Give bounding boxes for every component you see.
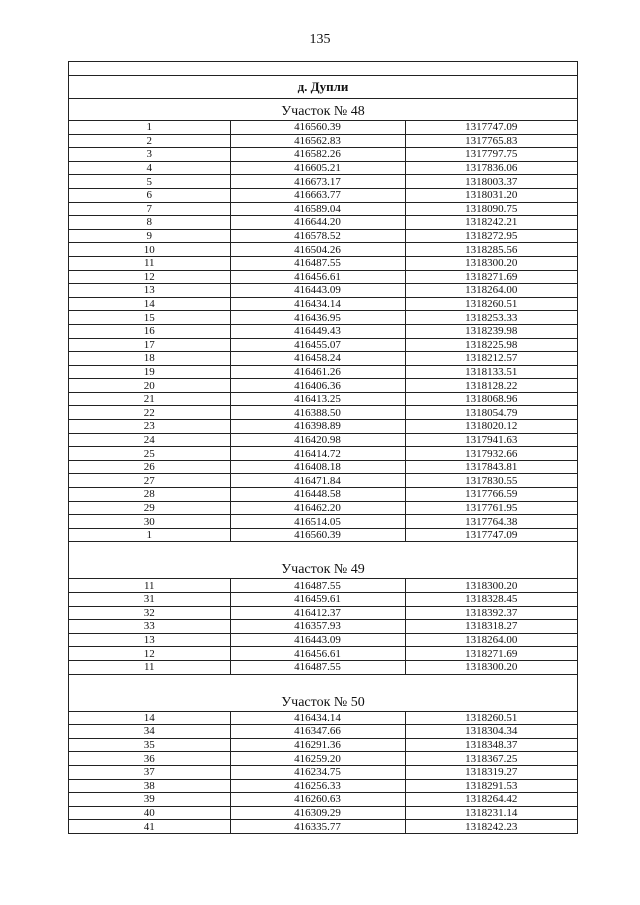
- table-row: [69, 460, 577, 474]
- point-number-cell: 36: [69, 752, 230, 766]
- x-coordinate-cell: 416461.26: [230, 365, 405, 379]
- y-coordinate-cell: 1318264.00: [405, 284, 577, 298]
- table-row: [69, 188, 577, 202]
- y-coordinate-cell: 1318319.27: [405, 765, 577, 779]
- x-coordinate-cell: 416471.84: [230, 474, 405, 488]
- point-number-cell: 23: [69, 420, 230, 434]
- y-coordinate-cell: 1318242.23: [405, 820, 577, 834]
- point-number-cell: 11: [69, 660, 230, 674]
- table-header-row: [69, 62, 577, 76]
- y-coordinate-cell: 1318133.51: [405, 365, 577, 379]
- x-coordinate-cell: 416259.20: [230, 752, 405, 766]
- y-coordinate-cell: 1318242.21: [405, 216, 577, 230]
- y-coordinate-cell: 1318260.51: [405, 711, 577, 725]
- table-row: [69, 216, 577, 230]
- x-coordinate-cell: 416234.75: [230, 765, 405, 779]
- x-coordinate-cell: 416357.93: [230, 620, 405, 634]
- y-coordinate-cell: 1318128.22: [405, 379, 577, 393]
- x-coordinate-cell: 416256.33: [230, 779, 405, 793]
- y-coordinate-cell: 1317747.09: [405, 528, 577, 542]
- x-coordinate-cell: 416406.36: [230, 379, 405, 393]
- x-coordinate-cell: 416260.63: [230, 793, 405, 807]
- x-coordinate-cell: 416459.61: [230, 593, 405, 607]
- point-number-cell: 3: [69, 148, 230, 162]
- table-row: [69, 297, 577, 311]
- y-coordinate-cell: 1318318.27: [405, 620, 577, 634]
- x-coordinate-cell: 416578.52: [230, 229, 405, 243]
- table-row: [69, 447, 577, 461]
- y-coordinate-cell: 1318264.00: [405, 633, 577, 647]
- x-coordinate-cell: 416589.04: [230, 202, 405, 216]
- table-row: [69, 752, 577, 766]
- y-coordinate-cell: 1317843.81: [405, 460, 577, 474]
- x-coordinate-cell: 416420.98: [230, 433, 405, 447]
- coordinates-table: [69, 120, 577, 542]
- table-row: [69, 433, 577, 447]
- x-coordinate-cell: 416455.07: [230, 338, 405, 352]
- y-coordinate-cell: 1317765.83: [405, 134, 577, 148]
- point-number-cell: 28: [69, 488, 230, 502]
- x-coordinate-cell: 416443.09: [230, 284, 405, 298]
- point-number-cell: 7: [69, 202, 230, 216]
- point-number-cell: 40: [69, 806, 230, 820]
- table-row: [69, 606, 577, 620]
- point-number-cell: 12: [69, 270, 230, 284]
- point-number-cell: 31: [69, 593, 230, 607]
- x-coordinate-cell: 416562.83: [230, 134, 405, 148]
- table-row: [69, 243, 577, 257]
- point-number-cell: 20: [69, 379, 230, 393]
- table-row: [69, 725, 577, 739]
- point-number-cell: 10: [69, 243, 230, 257]
- point-number-cell: 1: [69, 121, 230, 135]
- y-coordinate-cell: 1317764.38: [405, 515, 577, 529]
- section-title: Участок № 48: [281, 104, 365, 119]
- point-number-cell: 21: [69, 392, 230, 406]
- y-coordinate-cell: 1318239.98: [405, 324, 577, 338]
- y-coordinate-cell: 1318231.14: [405, 806, 577, 820]
- table-row: [69, 134, 577, 148]
- y-coordinate-cell: 1318090.75: [405, 202, 577, 216]
- table-row: [69, 793, 577, 807]
- table-row: [69, 579, 577, 593]
- x-coordinate-cell: 416487.55: [230, 579, 405, 593]
- point-number-cell: 35: [69, 738, 230, 752]
- table-row: [69, 820, 577, 834]
- table-row: [69, 175, 577, 189]
- y-coordinate-cell: 1318020.12: [405, 420, 577, 434]
- x-coordinate-cell: 416388.50: [230, 406, 405, 420]
- x-coordinate-cell: 416487.55: [230, 660, 405, 674]
- point-number-cell: 22: [69, 406, 230, 420]
- y-coordinate-cell: 1317836.06: [405, 161, 577, 175]
- point-number-cell: 16: [69, 324, 230, 338]
- point-number-cell: 14: [69, 297, 230, 311]
- point-number-cell: 2: [69, 134, 230, 148]
- x-coordinate-cell: 416309.29: [230, 806, 405, 820]
- table-row: [69, 338, 577, 352]
- table-row: [69, 806, 577, 820]
- section-title: Участок № 50: [281, 694, 365, 710]
- x-coordinate-cell: 416449.43: [230, 324, 405, 338]
- x-coordinate-cell: 416408.18: [230, 460, 405, 474]
- table-row: [69, 284, 577, 298]
- table-row: [69, 420, 577, 434]
- y-coordinate-cell: 1318291.53: [405, 779, 577, 793]
- x-coordinate-cell: 416458.24: [230, 352, 405, 366]
- y-coordinate-cell: 1318068.96: [405, 392, 577, 406]
- y-coordinate-cell: 1318054.79: [405, 406, 577, 420]
- table-row: [69, 392, 577, 406]
- point-number-cell: 13: [69, 284, 230, 298]
- table-row: [69, 633, 577, 647]
- x-coordinate-cell: 416412.37: [230, 606, 405, 620]
- x-coordinate-cell: 416514.05: [230, 515, 405, 529]
- x-coordinate-cell: 416347.66: [230, 725, 405, 739]
- x-coordinate-cell: 416605.21: [230, 161, 405, 175]
- table-row: [69, 270, 577, 284]
- y-coordinate-cell: 1317797.75: [405, 148, 577, 162]
- point-number-cell: 13: [69, 633, 230, 647]
- table-row: [69, 593, 577, 607]
- point-number-cell: 11: [69, 579, 230, 593]
- y-coordinate-cell: 1318003.37: [405, 175, 577, 189]
- y-coordinate-cell: 1317941.63: [405, 433, 577, 447]
- y-coordinate-cell: 1317830.55: [405, 474, 577, 488]
- y-coordinate-cell: 1317747.09: [405, 121, 577, 135]
- table-row: [69, 501, 577, 515]
- village-title: д. Дупли: [69, 76, 577, 99]
- point-number-cell: 25: [69, 447, 230, 461]
- point-number-cell: 6: [69, 188, 230, 202]
- y-coordinate-cell: 1318285.56: [405, 243, 577, 257]
- x-coordinate-cell: 416413.25: [230, 392, 405, 406]
- table-row: [69, 528, 577, 542]
- point-number-cell: 5: [69, 175, 230, 189]
- point-number-cell: 34: [69, 725, 230, 739]
- point-number-cell: 29: [69, 501, 230, 515]
- table-row: [69, 148, 577, 162]
- y-coordinate-cell: 1318271.69: [405, 647, 577, 661]
- point-number-cell: 11: [69, 256, 230, 270]
- x-coordinate-cell: 416434.14: [230, 297, 405, 311]
- table-row: [69, 229, 577, 243]
- table-row: [69, 256, 577, 270]
- y-coordinate-cell: 1318348.37: [405, 738, 577, 752]
- y-coordinate-cell: 1318328.45: [405, 593, 577, 607]
- table-row: [69, 515, 577, 529]
- x-coordinate-cell: 416644.20: [230, 216, 405, 230]
- coordinates-table: [69, 578, 577, 674]
- table-row: [69, 161, 577, 175]
- point-number-cell: 12: [69, 647, 230, 661]
- section-title: Участок № 49: [281, 562, 365, 578]
- y-coordinate-cell: 1318264.42: [405, 793, 577, 807]
- point-number-cell: 18: [69, 352, 230, 366]
- y-coordinate-cell: 1318253.33: [405, 311, 577, 325]
- y-coordinate-cell: 1318300.20: [405, 660, 577, 674]
- y-coordinate-cell: 1318304.34: [405, 725, 577, 739]
- coordinates-table: [69, 711, 577, 834]
- x-coordinate-cell: 416560.39: [230, 528, 405, 542]
- x-coordinate-cell: 416487.55: [230, 256, 405, 270]
- table-row: [69, 324, 577, 338]
- point-number-cell: 4: [69, 161, 230, 175]
- table-row: [69, 488, 577, 502]
- point-number-cell: 24: [69, 433, 230, 447]
- table-row: [69, 406, 577, 420]
- y-coordinate-cell: 1317932.66: [405, 447, 577, 461]
- x-coordinate-cell: 416456.61: [230, 270, 405, 284]
- sections-container: [69, 99, 577, 834]
- x-coordinate-cell: 416462.20: [230, 501, 405, 515]
- point-number-cell: 32: [69, 606, 230, 620]
- point-number-cell: 8: [69, 216, 230, 230]
- x-coordinate-cell: 416436.95: [230, 311, 405, 325]
- table-row: [69, 474, 577, 488]
- x-coordinate-cell: 416335.77: [230, 820, 405, 834]
- x-coordinate-cell: 416414.72: [230, 447, 405, 461]
- x-coordinate-cell: 416504.26: [230, 243, 405, 257]
- x-coordinate-cell: 416291.36: [230, 738, 405, 752]
- point-number-cell: 1: [69, 528, 230, 542]
- point-number-cell: 39: [69, 793, 230, 807]
- y-coordinate-cell: 1318031.20: [405, 188, 577, 202]
- table-row: [69, 738, 577, 752]
- table-row: [69, 121, 577, 135]
- point-number-cell: 41: [69, 820, 230, 834]
- point-number-cell: 14: [69, 711, 230, 725]
- table-row: [69, 779, 577, 793]
- x-coordinate-cell: 416398.89: [230, 420, 405, 434]
- x-coordinate-cell: 416434.14: [230, 711, 405, 725]
- x-coordinate-cell: 416673.17: [230, 175, 405, 189]
- y-coordinate-cell: 1318225.98: [405, 338, 577, 352]
- table-row: [69, 202, 577, 216]
- point-number-cell: 19: [69, 365, 230, 379]
- table-row: [69, 620, 577, 634]
- point-number-cell: 33: [69, 620, 230, 634]
- y-coordinate-cell: 1317766.59: [405, 488, 577, 502]
- x-coordinate-cell: 416448.58: [230, 488, 405, 502]
- x-coordinate-cell: 416560.39: [230, 121, 405, 135]
- point-number-cell: 15: [69, 311, 230, 325]
- point-number-cell: 37: [69, 765, 230, 779]
- page-number: 135: [309, 32, 331, 47]
- point-number-cell: 17: [69, 338, 230, 352]
- y-coordinate-cell: 1318392.37: [405, 606, 577, 620]
- table-row: [69, 647, 577, 661]
- point-number-cell: 38: [69, 779, 230, 793]
- y-coordinate-cell: 1318212.57: [405, 352, 577, 366]
- x-coordinate-cell: 416443.09: [230, 633, 405, 647]
- x-coordinate-cell: 416456.61: [230, 647, 405, 661]
- table-row: [69, 311, 577, 325]
- table-row: [69, 765, 577, 779]
- y-coordinate-cell: 1318272.95: [405, 229, 577, 243]
- y-coordinate-cell: 1317761.95: [405, 501, 577, 515]
- point-number-cell: 30: [69, 515, 230, 529]
- point-number-cell: 27: [69, 474, 230, 488]
- coordinates-document: [68, 61, 578, 834]
- point-number-cell: 26: [69, 460, 230, 474]
- table-row: [69, 365, 577, 379]
- table-row: [69, 352, 577, 366]
- x-coordinate-cell: 416582.26: [230, 148, 405, 162]
- y-coordinate-cell: 1318300.20: [405, 579, 577, 593]
- table-row: [69, 660, 577, 674]
- y-coordinate-cell: 1318271.69: [405, 270, 577, 284]
- y-coordinate-cell: 1318300.20: [405, 256, 577, 270]
- x-coordinate-cell: 416663.77: [230, 188, 405, 202]
- table-row: [69, 379, 577, 393]
- point-number-cell: 9: [69, 229, 230, 243]
- y-coordinate-cell: 1318260.51: [405, 297, 577, 311]
- table-row: [69, 711, 577, 725]
- y-coordinate-cell: 1318367.25: [405, 752, 577, 766]
